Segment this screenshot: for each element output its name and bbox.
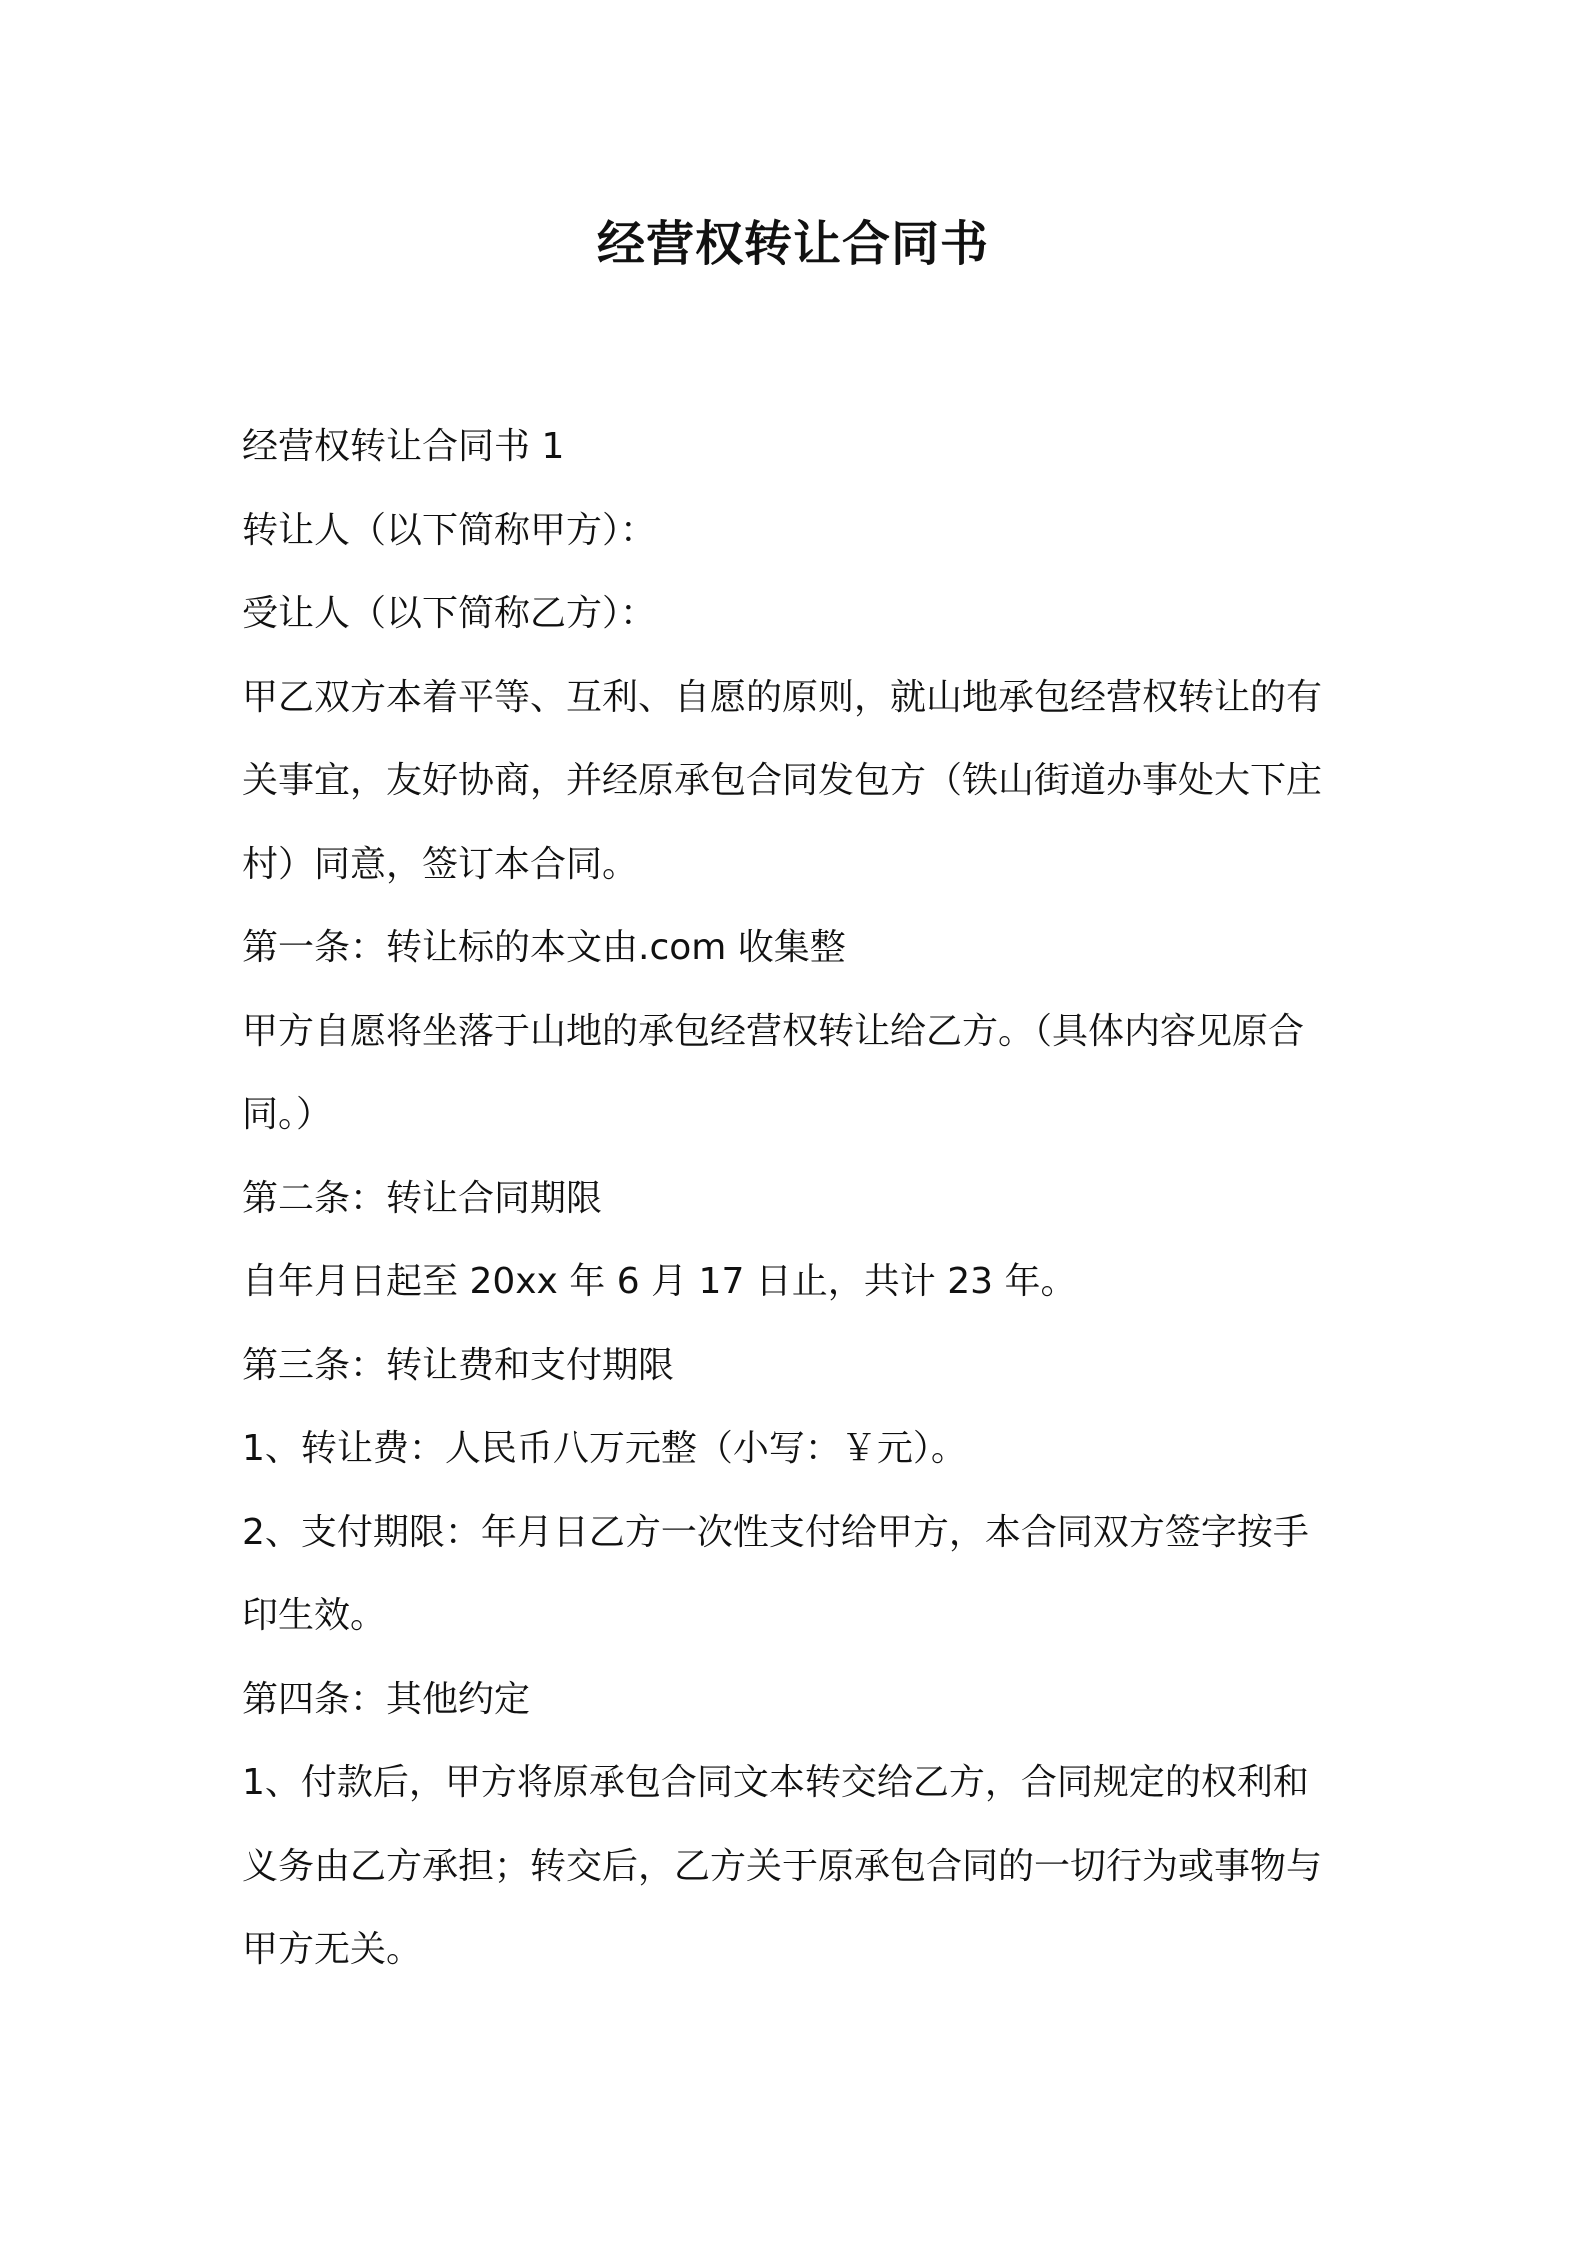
subtitle-line: 经营权转让合同书 1 — [242, 426, 565, 467]
preamble-line-3: 村）同意，签订本合同。 — [242, 843, 639, 885]
preamble-line-1: 甲乙双方本着平等、互利、自愿的原则，就山地承包经营权转让的有 — [242, 676, 1323, 718]
document-body — [242, 405, 1362, 1992]
article-3-item-1: 1、转让费：人民币八万元整（小写：￥元）。 — [242, 1428, 967, 1469]
transferor-line: 转让人（以下简称甲方）： — [242, 509, 657, 551]
document-title: 经营权转让合同书 — [596, 216, 989, 272]
article-3-heading: 第三条：转让费和支付期限 — [242, 1344, 675, 1386]
article-4-item-1-line-3: 甲方无关。 — [242, 1929, 423, 1970]
article-4-heading: 第四条：其他约定 — [242, 1678, 531, 1720]
article-1-heading: 第一条：转让标的本文由.com 收集整 — [242, 927, 846, 968]
article-2-text: 自年月日起至 20xx 年 6 月 17 日止，共计 23 年。 — [242, 1261, 1077, 1302]
article-1-text-2: 同。） — [242, 1094, 333, 1135]
article-3-item-2-line-1: 2、支付期限：年月日乙方一次性支付给甲方，本合同双方签字按手 — [242, 1511, 1309, 1553]
article-2-heading: 第二条：转让合同期限 — [242, 1177, 603, 1219]
article-1-text-1: 甲方自愿将坐落于山地的承包经营权转让给乙方。（具体内容见原合 — [242, 1010, 1305, 1052]
article-3-item-2-line-2: 印生效。 — [242, 1595, 387, 1636]
article-4-item-1-line-2: 义务由乙方承担；转交后，乙方关于原承包合同的一切行为或事物与 — [242, 1845, 1323, 1887]
article-4-item-1-line-1: 1、付款后，甲方将原承包合同文本转交给乙方，合同规定的权利和 — [242, 1762, 1309, 1803]
transferee-line: 受让人（以下简称乙方）： — [242, 593, 657, 634]
preamble-line-2: 关事宜，友好协商，并经原承包合同发包方（铁山街道办事处大下庄 — [242, 760, 1323, 801]
